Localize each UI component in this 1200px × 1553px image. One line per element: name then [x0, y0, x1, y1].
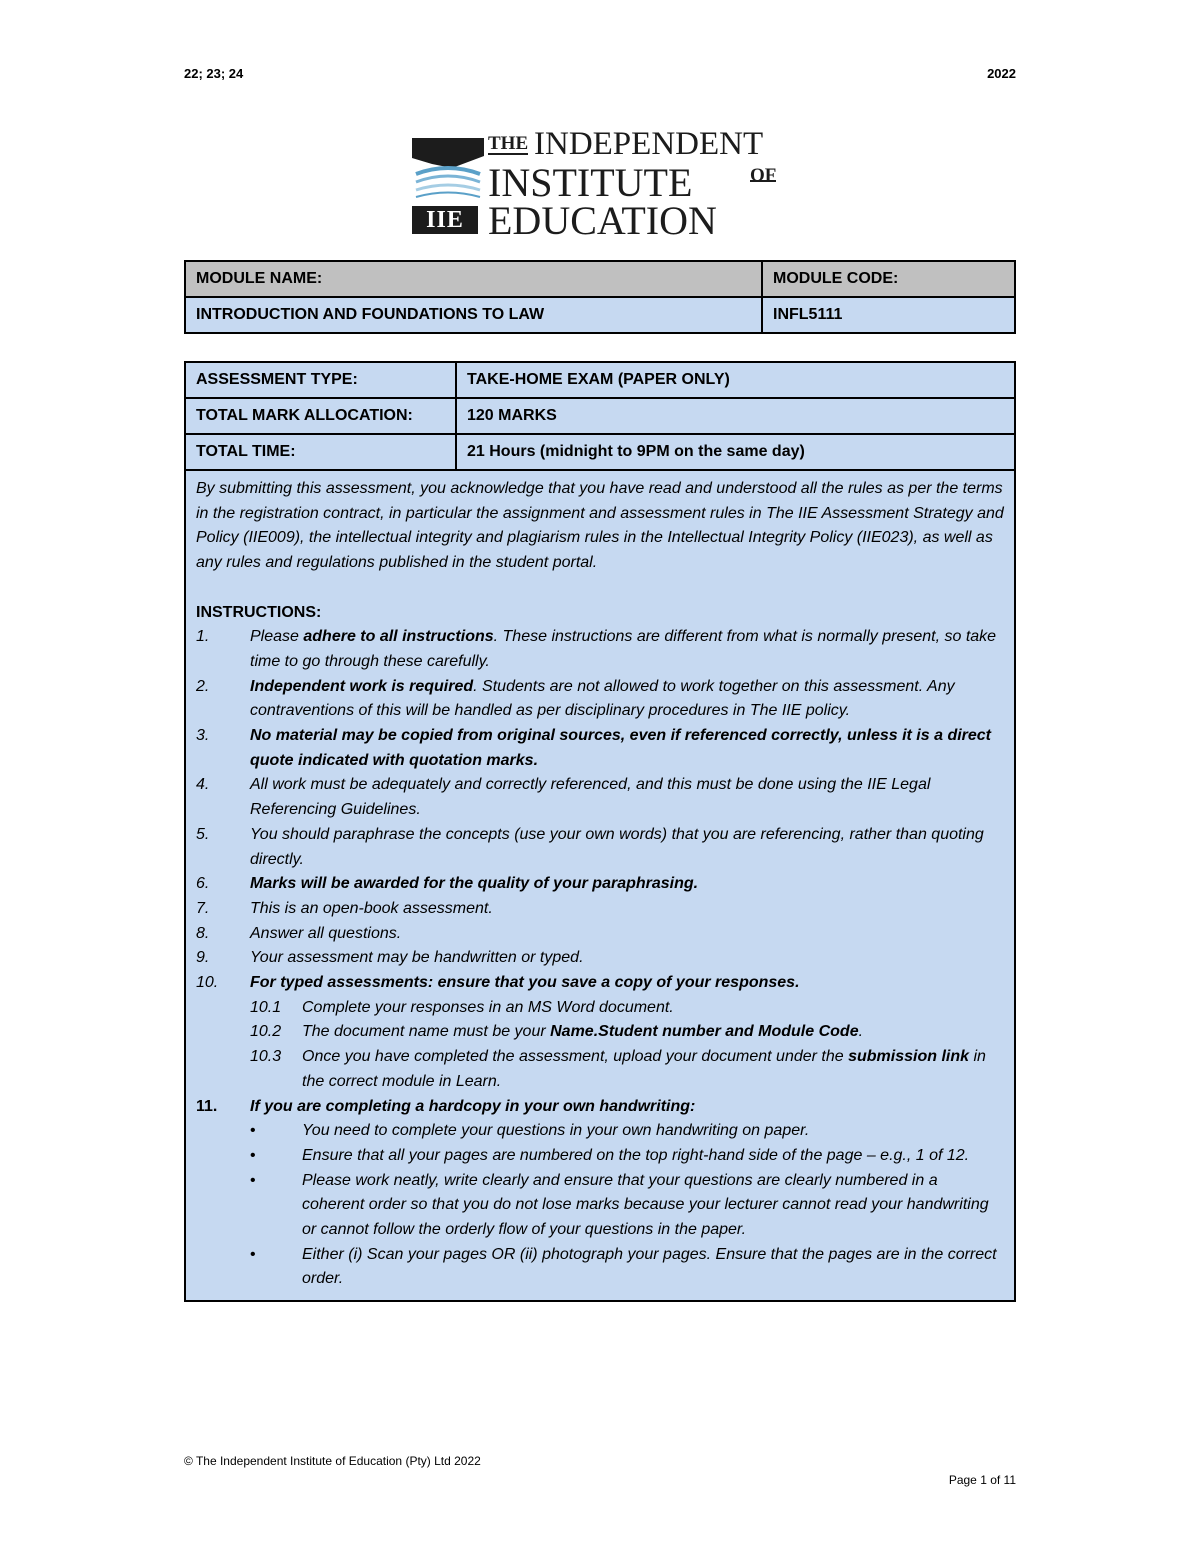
module-name-label: MODULE NAME: [185, 261, 762, 297]
total-time-label: TOTAL TIME: [185, 434, 456, 470]
bullet-item: • Ensure that all your pages are numbered on the top right-hand side of the page – e.g., 1 of 12. [196, 1144, 1004, 1169]
instruction-item: 10. For typed assessments: ensure that you save a copy of your responses. [196, 974, 800, 992]
bullet-item: • You need to complete your questions in your own handwriting on paper. [196, 1119, 1004, 1144]
instructions-cell [185, 470, 1015, 1301]
instructions-title: INSTRUCTIONS: [196, 603, 322, 621]
instruction-item: 5. You should paraphrase the concepts (use your own words) that you are referencing, rather than quoting directly. [196, 825, 984, 868]
sub-instruction-item: 10.2 The document name must be your Name.Student number and Module Code. [250, 1023, 864, 1041]
instruction-item: 7. This is an open-book assessment. [196, 899, 493, 917]
header-left-code: 22; 23; 24 [184, 66, 244, 81]
bullet-icon: • [250, 1122, 256, 1140]
footer-copyright: © The Independent Institute of Education (Pty) Ltd 2022 [184, 1454, 481, 1468]
assessment-type-value: TAKE-HOME EXAM (PAPER ONLY) [456, 362, 1015, 398]
module-code-label: MODULE CODE: [762, 261, 1015, 297]
assessment-type-label: ASSESSMENT TYPE: [185, 362, 456, 398]
module-table [184, 260, 1016, 334]
instruction-item: 8. Answer all questions. [196, 924, 402, 942]
bullet-icon: • [250, 1245, 256, 1263]
logo-the: THE [488, 133, 529, 154]
book-icon [412, 134, 484, 206]
logo-independent: INDEPENDENT [534, 126, 764, 162]
module-code-value: INFL5111 [762, 297, 1015, 333]
total-time-value: 21 Hours (midnight to 9PM on the same day) [456, 434, 1015, 470]
bullet-icon: • [250, 1146, 256, 1164]
bullet-item: • Please work neatly, write clearly and ensure that your questions are clearly numbered in a coherent order so that you do not lose marks because your lecturer cannot read your handwriting or cannot follow the orderly flow of your questions in the paper. [196, 1169, 1004, 1243]
logo-iie-badge: IIE [412, 206, 478, 234]
instruction-item: 1. Please adhere to all instructions. These instructions are different from what is normally present, so take time to go through these carefully. [196, 628, 997, 670]
footer-page-number: Page 1 of 11 [948, 1473, 1016, 1487]
header-year: 2022 [987, 66, 1016, 81]
assessment-table [184, 361, 1016, 1302]
logo-education: EDUCATION [488, 198, 717, 243]
instruction-item: 9. Your assessment may be handwritten or typed. [196, 949, 584, 967]
total-mark-label: TOTAL MARK ALLOCATION: [185, 398, 456, 434]
instruction-item: 4. All work must be adequately and correctly referenced, and this must be done using the IIE Legal Referencing Guidelines. [196, 776, 931, 819]
bullet-item: • Either (i) Scan your pages OR (ii) photograph your pages. Ensure that the pages are in the correct order. [196, 1243, 1004, 1292]
iie-logo [412, 126, 788, 243]
instruction-item: 6. Marks will be awarded for the quality of your paraphrasing. [196, 875, 699, 893]
instruction-item: 11. If you are completing a hardcopy in your own handwriting: [196, 1097, 696, 1115]
instruction-item: 2. Independent work is required. Students are not allowed to work together on this assessment. Any contraventions of this will be handled as per disciplinary procedures in The IIE policy. [196, 677, 955, 720]
module-name-value: INTRODUCTION AND FOUNDATIONS TO LAW [185, 297, 762, 333]
sub-instruction-item: 10.3 Once you have completed the assessment, upload your document under the submission link in the correct module in Learn. [250, 1048, 986, 1090]
sub-instruction-item: 10.1 Complete your responses in an MS Word document. [250, 998, 674, 1016]
bullet-icon: • [250, 1171, 256, 1189]
instruction-item: 3. No material may be copied from original sources, even if referenced correctly, unless it is a direct quote indicated with quotation marks. [196, 727, 992, 769]
logo-institute: INSTITUTE [488, 160, 693, 205]
total-mark-value: 120 MARKS [456, 398, 1015, 434]
declaration-text: By submitting this assessment, you acknowledge that you have read and understood all the rules as per the terms in the registration contract, in particular the assignment and assessment rules in The IIE Assessment Strategy and Policy (IIE009), the intellectual integrity and plagiarism rules in the Intellectual Integrity Policy (IIE023), as well as any rules and regulations published in the student portal. [196, 480, 1004, 572]
logo-of: OF [750, 165, 777, 186]
